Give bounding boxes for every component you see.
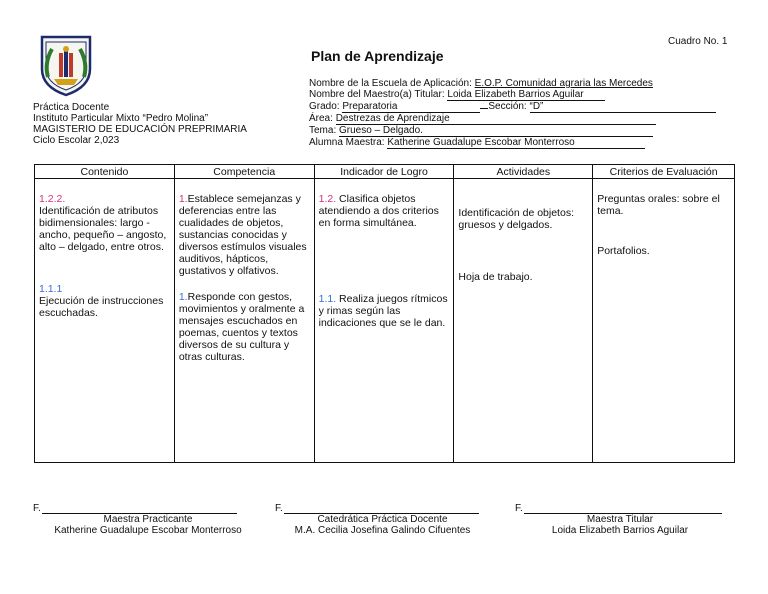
- signature-prefix: F.: [515, 503, 523, 514]
- criteria-item: Portafolios.: [597, 245, 650, 257]
- signature-line: [42, 504, 237, 514]
- content-item: [39, 283, 170, 319]
- grade-line: Grado: Preparatoria Sección: “D”: [309, 101, 716, 113]
- signature-practice-professor: [275, 503, 490, 536]
- signature-head-teacher: [515, 503, 725, 536]
- criteria-item: Preguntas orales: sobre el tema.: [597, 193, 720, 217]
- student-teacher-line: Alumna Maestra: Katherine Guadalupe Escobar Monterroso: [309, 137, 716, 149]
- section-value: “D”: [530, 102, 716, 113]
- activity-item: Hoja de trabajo.: [458, 271, 533, 283]
- table-header-row: [35, 165, 735, 179]
- program-name: MAGISTERIO DE EDUCACIÓN PREPRIMARIA: [33, 124, 247, 135]
- teacher-name: Loida Elizabeth Barrios Aguilar: [447, 90, 605, 101]
- institution-info: [33, 102, 247, 146]
- item-text: Identificación de atributos bidimensionales: largo - ancho, pequeño – angosto, alto – delgado, entre otros.: [39, 205, 167, 253]
- table-row: [35, 179, 735, 463]
- signature-role: Catedrática Práctica Docente: [317, 514, 448, 525]
- item-number: 1.1.: [318, 293, 337, 305]
- content-cell: [35, 179, 175, 463]
- signature-prefix: F.: [33, 503, 41, 514]
- signature-role: Maestra Titular: [586, 514, 654, 525]
- signature-practicing-teacher: [33, 503, 263, 536]
- signature-prefix: F.: [275, 503, 283, 514]
- column-header: Actividades: [454, 165, 593, 179]
- indicator-cell: [314, 179, 454, 463]
- topic-line: Tema: Grueso – Delgado.: [309, 125, 716, 137]
- content-item: [39, 193, 170, 253]
- signature-name: M.A. Cecilia Josefina Galindo Cifuentes: [294, 525, 471, 536]
- item-number: 1.: [178, 193, 188, 205]
- learning-plan-table: [34, 164, 735, 463]
- signature-line: [284, 504, 479, 514]
- competence-item: [179, 291, 310, 363]
- teacher-line: Nombre del Maestro(a) Titular: Loida Elizabeth Barrios Aguilar: [309, 89, 716, 101]
- document-title: Plan de Aprendizaje: [311, 48, 444, 64]
- area-value: Destrezas de Aprendizaje: [336, 114, 656, 125]
- signature-role: Maestra Practicante: [103, 514, 193, 525]
- column-header: Competencia: [174, 165, 314, 179]
- item-number: 1.2.2.: [39, 193, 66, 205]
- item-number: 1.: [178, 291, 188, 303]
- competence-item: [179, 193, 310, 277]
- practice-label: Práctica Docente: [33, 102, 110, 113]
- criteria-cell: [593, 179, 735, 463]
- table-number: Cuadro No. 1: [668, 36, 728, 47]
- item-text: Clasifica objetos atendiendo a dos criterios en forma simultánea.: [318, 193, 439, 229]
- item-number: 1.2.: [318, 193, 337, 205]
- school-name: E.O.P. Comunidad agraria las Mercedes: [474, 78, 653, 89]
- column-header: Indicador de Logro: [314, 165, 454, 179]
- indicator-item: [319, 193, 450, 229]
- topic-value: Grueso – Delgado.: [339, 126, 653, 137]
- activities-cell: [454, 179, 593, 463]
- indicator-item: [319, 293, 450, 329]
- institute-name: Instituto Particular Mixto “Pedro Molina”: [33, 113, 209, 124]
- signature-name: Katherine Guadalupe Escobar Monterroso: [54, 525, 242, 536]
- competence-cell: [174, 179, 314, 463]
- area-line: Área: Destrezas de Aprendizaje: [309, 113, 716, 125]
- activity-item: Identificación de objetos: gruesos y delgados.: [458, 207, 574, 231]
- signature-name: Loida Elizabeth Barrios Aguilar: [551, 525, 689, 536]
- student-teacher-name: Katherine Guadalupe Escobar Monterroso: [387, 138, 645, 149]
- item-text: Ejecución de instrucciones escuchadas.: [39, 295, 164, 319]
- column-header: Contenido: [35, 165, 175, 179]
- item-text: Establece semejanzas y deferencias entre las cualidades de objetos, sustancias conocidas y diversos estímulos visuales auditivos, hápticos, gustativos y olfativos.: [178, 193, 307, 277]
- school-seal-logo: [34, 33, 98, 97]
- item-text: Responde con gestos, movimientos y oralmente a mensajes escuchados en poemas, cuentos y textos diversos de su cultura y otras culturas.: [178, 291, 305, 363]
- item-number: 1.1.1: [39, 283, 63, 295]
- signature-line: [524, 504, 722, 514]
- school-year: Ciclo Escolar 2,023: [33, 135, 120, 146]
- item-text: Realiza juegos rítmicos y rimas según las indicaciones que se le dan.: [318, 293, 448, 329]
- school-line: Nombre de la Escuela de Aplicación: E.O.P. Comunidad agraria las Mercedes: [309, 78, 653, 89]
- grade-value: Preparatoria: [342, 102, 480, 113]
- column-header: Criterios de Evaluación: [593, 165, 735, 179]
- plan-details: [309, 78, 716, 149]
